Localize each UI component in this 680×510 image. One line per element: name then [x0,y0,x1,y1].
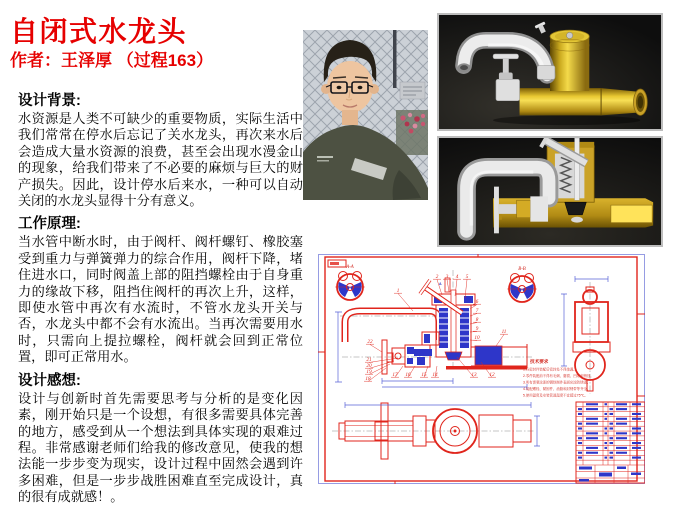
stem-disc [571,217,583,223]
shadow [493,115,640,125]
svg-text:18: 18 [365,376,371,382]
svg-text:9: 9 [475,326,479,332]
svg-text:2: 2 [435,274,439,280]
tech-notes-title: 技术要求 [530,359,549,364]
section-heading: 设计感想: [18,372,81,389]
svg-text:15: 15 [421,372,427,378]
svg-text:22: 22 [367,339,373,345]
rubber-plug [565,202,587,215]
chest-patch [317,160,329,162]
svg-text:3: 3 [445,274,449,280]
section-design-reflection [18,369,303,506]
section-working-principle [18,212,303,365]
fence-post [393,30,397,88]
svg-text:19: 19 [366,369,372,375]
eye [337,86,342,89]
valve-block [496,79,520,100]
eye [358,86,363,89]
tech-note-line: 4.装配螺栓、紧固件、油脂和封锈带等齐全。 [523,387,591,391]
svg-text:20: 20 [366,363,372,369]
svg-text:8: 8 [475,317,479,323]
svg-text:21: 21 [366,357,372,363]
chest-patch [317,156,333,158]
svg-text:17: 17 [392,372,398,378]
svg-text:11: 11 [501,329,507,335]
neck [342,110,358,125]
corner-mark-text [330,262,339,265]
author-photo [303,30,428,200]
svg-text:10: 10 [474,335,480,341]
svg-text:13: 13 [471,372,477,378]
fence-sign [400,82,425,99]
section-mark-a: A [439,282,442,286]
engineering-drawing-svg [318,254,645,485]
cap-screw [567,32,573,38]
section-body: 设计与创新时首先需要思考与分析的是变化因素，刚开始只是一个设想，有很多需要具体完善的地方，感受到从一个想法到具体实现的艰难过程。非常感谢老师们给我的修改意见，使我的想法能一步步变为现实，设计过程中固然会遇到许多困难，但是一步步战胜困难直至完成设计，真的很有成就感！。 [18,390,303,505]
section-heading: 设计背景: [18,93,81,109]
svg-text:4: 4 [455,274,459,280]
svg-text:14: 14 [432,372,438,378]
detail-label-bb: B-B [518,267,526,272]
svg-text:1: 1 [396,288,400,294]
spout-mouth-hole [460,65,468,70]
tech-note-line: 5.使用温度及安装管道温度不宜超过75℃。 [523,393,588,398]
engineering-drawing [318,254,645,485]
top-screw-section [445,278,450,292]
slide-author: 作者：王泽厚 （过程163） [10,51,214,70]
render-3d-assembled [437,13,663,131]
text-column [18,86,303,506]
spout-connector [537,66,555,80]
render-3d-cutaway [437,136,663,247]
valve-stem [575,138,580,200]
svg-text:7: 7 [475,308,479,314]
svg-text:5: 5 [465,274,469,280]
valve-cap-cylinder [550,36,589,91]
svg-text:12: 12 [489,372,495,378]
author-photo-svg [303,30,428,200]
pipe-bore-inner [638,96,644,109]
svg-text:6: 6 [475,299,479,305]
tech-note-line: 2.零件装配前不得有毛刺、磨损、凹陷和锈蚀。 [523,374,594,378]
section-body: 当水管中断水时，由于阀杆、阀杆螺钉、橡胶塞受到重力与弹簧弹力的综合作用，阀杆下降，堵住进水口，同时阀盖上部的阻挡螺栓由于自身重力的缘故下移，阻挡住阀杆的再次上升，这样，即使水管中再次有水流时，不管水龙头开关与否，水龙头中都不会有水流出。当再次需要用水时，只需向上提拉螺栓，阀杆就会回到正常位置，即可正常用水。 [18,234,303,365]
pipe-bore-cut [611,205,652,223]
section-heading: 工作原理: [18,216,81,233]
section-body: 水资源是人类不可缺少的重要物质，实际生活中我们常常在停水后忘记了关水龙头，再次来水后会造成大量水资源的浪费，甚至会出现水漫金山的现象，给我们带来了不必要的麻烦与巨大的财产损失。因此，设计停水后来水，一种可以自动关闭的水龙头显得十分有意义。 [18,111,303,209]
tech-note-line: 3.所有需要涂漆的钢铁制件表面应涂防锈漆。 [523,380,591,385]
stem-section [451,290,456,352]
svg-text:16: 16 [405,372,411,378]
slide-title: 自闭式水龙头 [10,16,188,47]
render-cutaway-svg [439,138,661,245]
faucet-body-pipe [520,88,641,115]
section-design-background [18,89,303,209]
tech-note-line: 1.各密封件装配后密封处不得渗漏。 [523,367,577,372]
render-assembled-svg [439,15,661,129]
detail-label-aa: A-A [346,265,354,270]
plug-section [445,352,462,360]
